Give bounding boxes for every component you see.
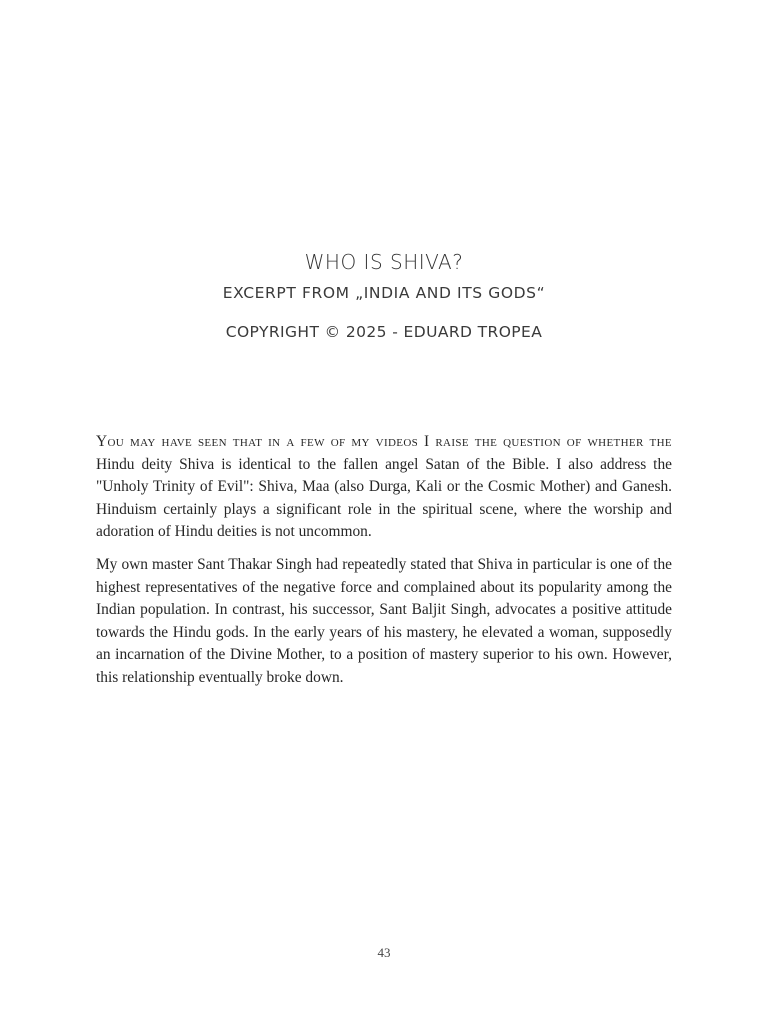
body-text	[96, 431, 672, 700]
page-number: 43	[377, 945, 391, 960]
paragraph-2: My own master Sant Thakar Singh had repeatedly stated that Shiva in particular is one of the highest representatives of the negative force and complained about its popularity among the Indian population. In contrast, his successor, Sant Baljit Singh, advocates a positive attitude towards the Hindu gods. In the early years of his mastery, he elevated a woman, supposedly an incarnation of the Divine Mother, to a position of mastery superior to his own. However, this relationship eventually broke down.	[96, 555, 672, 686]
paragraph-1-lead: You may have seen that in a few of my videos I raise the question of whether the	[96, 433, 672, 450]
chapter-title: WHO IS SHIVA?	[304, 250, 464, 274]
copyright-notice: COPYRIGHT © 2025 - EDUARD TROPEA	[225, 323, 543, 341]
chapter-subtitle: EXCERPT FROM „INDIA AND ITS GODS“	[222, 284, 546, 302]
chapter-heading	[0, 249, 768, 342]
paragraph-1	[96, 431, 672, 544]
paragraph-1-rest: Hindu deity Shiva is identical to the fallen angel Satan of the Bible. I also address the "Unholy Trinity of Evil": Shiva, Maa (also Durga, Kali or the Cosmic Mother) and Ganesh. Hinduism certainly plays a significant role in the spiritual scene, where the worship and adoration of Hindu deities is not uncommon.	[96, 455, 672, 541]
